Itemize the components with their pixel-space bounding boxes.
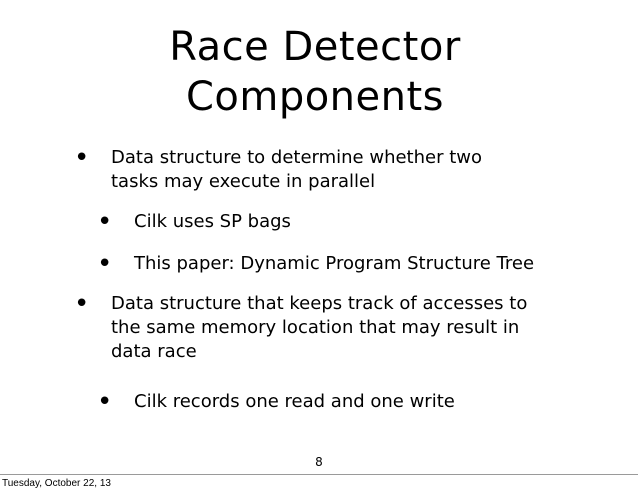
bullet-dot-icon: • [97, 387, 113, 417]
page-number: 8 [315, 455, 323, 469]
sub-bullet-2-1 [97, 387, 604, 417]
bullet-dot-icon: • [74, 143, 90, 173]
footer-date: Tuesday, October 22, 13 [2, 478, 111, 489]
sub-bullet-1-2 [97, 249, 604, 279]
bullet-dot-icon: • [97, 207, 113, 237]
sub-bullet-1-1 [97, 207, 604, 237]
sub-bullet-1-1-text: Cilk uses SP bags [134, 211, 291, 232]
sub-bullet-2-1-text: Cilk records one read and one write [134, 391, 455, 412]
bullet-dot-icon: • [97, 249, 113, 279]
bullet-2 [74, 289, 581, 364]
bullet-1 [74, 143, 581, 194]
bullet-dot-icon: • [74, 289, 90, 319]
sub-bullet-1-2-text: This paper: Dynamic Program Structure Tree [134, 253, 535, 274]
bullet-2-line-3: data race [111, 341, 197, 362]
bullet-2-line-1: Data structure that keeps track of accesses to [111, 293, 528, 314]
bullet-1-line-1: Data structure to determine whether two [111, 147, 483, 168]
slide-title-line-2: Components [185, 74, 445, 120]
slide-bottom-divider [0, 474, 638, 475]
slide-title [150, 22, 480, 122]
bullet-1-line-2: tasks may execute in parallel [111, 171, 376, 192]
bullet-2-line-2: the same memory location that may result in [111, 317, 520, 338]
slide-title-line-1: Race Detector [169, 24, 461, 70]
